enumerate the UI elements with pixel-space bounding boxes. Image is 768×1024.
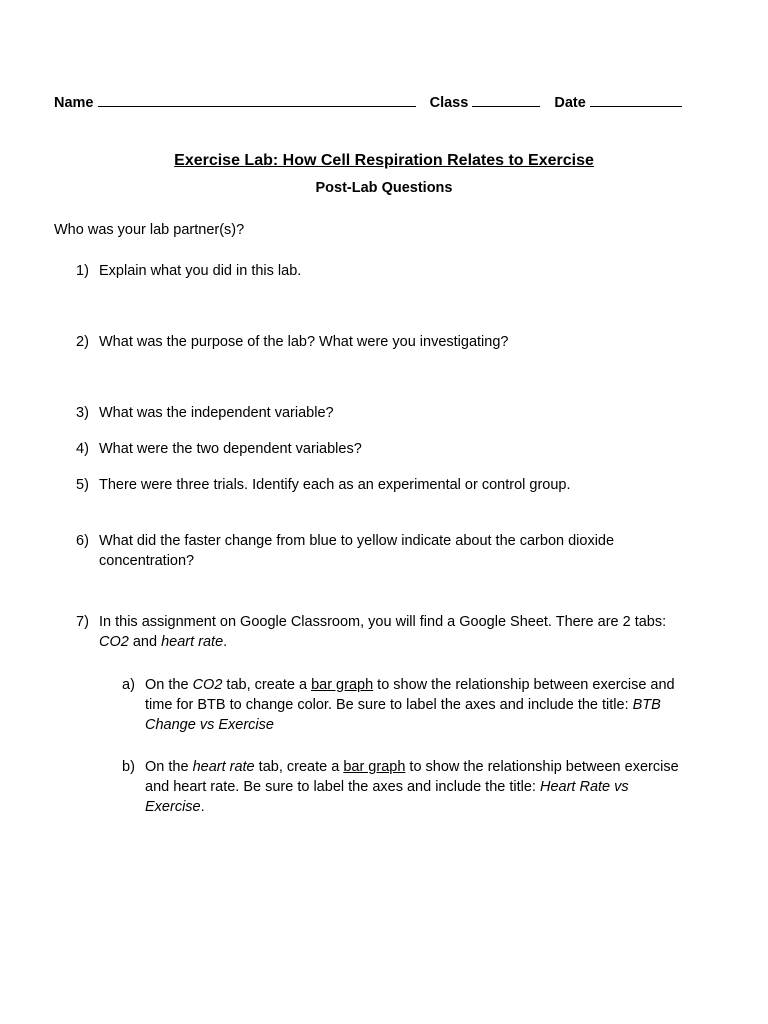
text-span: On the — [145, 759, 193, 775]
question-text-line — [99, 632, 719, 652]
subquestion-number: a) — [122, 677, 135, 693]
partner-prompt: Who was your lab partner(s)? — [54, 222, 245, 238]
subquestion-line — [145, 777, 715, 797]
question-text-line: concentration? — [99, 553, 195, 569]
text-span: to show the relationship between exercise and — [373, 677, 675, 693]
page-title-text: Exercise Lab: How Cell Respiration Relates to Exercise — [174, 152, 594, 169]
graph-title-italic: Exercise — [145, 799, 201, 815]
period-text: . — [223, 634, 228, 650]
subquestion-line — [145, 695, 715, 715]
subquestion-number: b) — [122, 759, 135, 775]
period-text: . — [200, 799, 205, 815]
question-number: 2) — [76, 334, 89, 350]
text-span: to show the relationship between exercise — [405, 759, 679, 775]
subquestion-line — [145, 675, 715, 695]
bar-graph-term: bar graph — [343, 759, 406, 775]
header-fields — [54, 92, 682, 113]
question-number: 5) — [76, 477, 89, 493]
question-text — [99, 531, 719, 571]
tab-name-co2: CO2 — [99, 634, 129, 650]
class-blank[interactable] — [472, 92, 540, 107]
question-text: What were the two dependent variables? — [99, 441, 362, 457]
text-span: and heart rate. Be sure to label the axes and include the title: — [145, 779, 540, 795]
tab-name-co2: CO2 — [192, 677, 223, 693]
date-label: Date — [554, 95, 586, 111]
question-number: 7) — [76, 614, 89, 630]
subquestion-text — [145, 675, 715, 735]
question-text-line: What did the faster change from blue to yellow indicate about the carbon dioxide — [99, 533, 615, 549]
graph-title-italic: BTB — [632, 697, 661, 713]
text-span: time for BTB to change color. Be sure to label the axes and include the title: — [145, 697, 633, 713]
text-span: tab, create a — [254, 759, 344, 775]
subquestion-text — [145, 757, 715, 817]
subquestion-line — [145, 797, 715, 817]
question-number: 6) — [76, 533, 89, 549]
question-number: 4) — [76, 441, 89, 457]
question-text: What was the purpose of the lab? What were you investigating? — [99, 334, 509, 350]
question-number: 1) — [76, 263, 89, 279]
question-text: There were three trials. Identify each as an experimental or control group. — [99, 477, 571, 493]
tab-name-heart-rate: heart rate — [192, 759, 255, 775]
question-text — [99, 612, 719, 652]
connector-text: and — [128, 634, 162, 650]
tab-name-heart-rate: heart rate — [161, 634, 224, 650]
page-title — [0, 151, 768, 171]
page-subtitle: Post-Lab Questions — [315, 180, 453, 196]
class-label: Class — [429, 95, 469, 111]
name-label: Name — [54, 95, 94, 111]
question-number: 3) — [76, 405, 89, 421]
graph-title-italic: Heart Rate vs — [539, 779, 629, 795]
text-span: On the — [145, 677, 193, 693]
subquestion-line — [145, 757, 715, 777]
text-span: tab, create a — [222, 677, 312, 693]
subquestion-line — [145, 715, 715, 735]
date-blank[interactable] — [590, 92, 682, 107]
name-blank[interactable] — [98, 92, 416, 107]
bar-graph-term: bar graph — [311, 677, 374, 693]
question-text-line: In this assignment on Google Classroom, you will find a Google Sheet. There are 2 tabs: — [99, 614, 667, 630]
graph-title-italic: Change vs Exercise — [145, 717, 274, 733]
question-text: What was the independent variable? — [99, 405, 334, 421]
question-text: Explain what you did in this lab. — [99, 263, 302, 279]
